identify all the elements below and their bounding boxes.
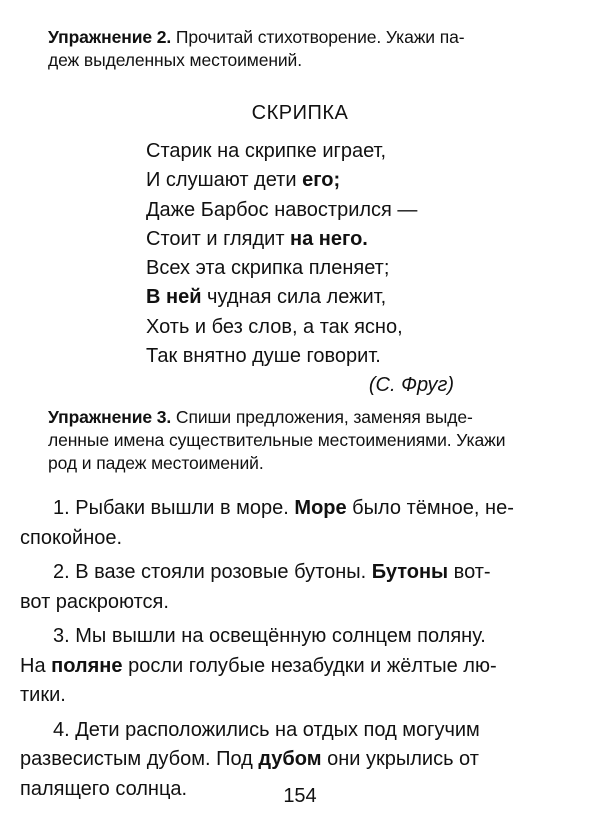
poem-verse: Старик на скрипке играет, [146,140,387,162]
highlighted-pronoun: В ней [146,286,202,309]
sentence-item: 2. В вазе стояли розовые бутоны. Бутоны вот- вот раскроются. [20,561,491,613]
sentence-item: 4. Дети расположились на отдых под могучим развесистым дубом. Под дубом они укрылись от палящего солнца. [20,718,480,800]
poem-verse: Всех эта скрипка пленяет; [146,257,390,280]
sentence-item: 1. Рыбаки вышли в море. Море было тёмное, не- спокойное. [20,497,514,549]
poem-verse: Хоть и без слов, а так ясно, [146,315,403,338]
exercise-2-instructions [48,26,578,72]
poem-title: СКРИПКА [251,102,349,124]
exercise-3-instructions [48,406,578,475]
highlighted-noun: Море [294,497,347,519]
exercise-2-line-1: Упражнение 2. Прочитай стихотворение. Укажи па- [48,27,465,47]
poem-verse: Даже Барбос навострился — [146,198,418,221]
exercise-2-line-2: деж выделенных местоимений. [48,50,302,70]
highlighted-noun: поляне [51,654,123,677]
exercise-3-line-1: Упражнение 3. Спиши предложения, заменяя выде- [48,407,473,427]
exercise-3-line-3: род и падеж местоимений. [48,453,264,473]
poem-author: (С. Фруг) [368,374,454,397]
page-number: 154 [283,785,317,807]
poem-verse: Стоит и глядит на него. [146,227,368,250]
highlighted-noun: дубом [258,748,322,770]
highlighted-noun: Бутоны [371,561,449,583]
poem-verse: В ней чудная сила лежит, [146,286,387,309]
highlighted-pronoun: на него. [290,227,368,250]
poem-verse: И слушают дети его; [146,169,341,192]
poem [146,137,486,401]
exercise-3-heading: Упражнение 3. [48,407,172,427]
sentence-item: 3. Мы вышли на освещённую солнцем поляну. На поляне росли голубые незабудки и жёлтые лю- тики. [20,625,497,706]
exercise-3-sentences [20,494,580,809]
exercise-2-heading: Упражнение 2. [48,27,172,47]
poem-verse: Так внятно душе говорит. [146,345,381,368]
exercise-3-line-2: ленные имена существительные местоимениями. Укажи [48,430,506,450]
highlighted-pronoun: его; [302,169,341,192]
